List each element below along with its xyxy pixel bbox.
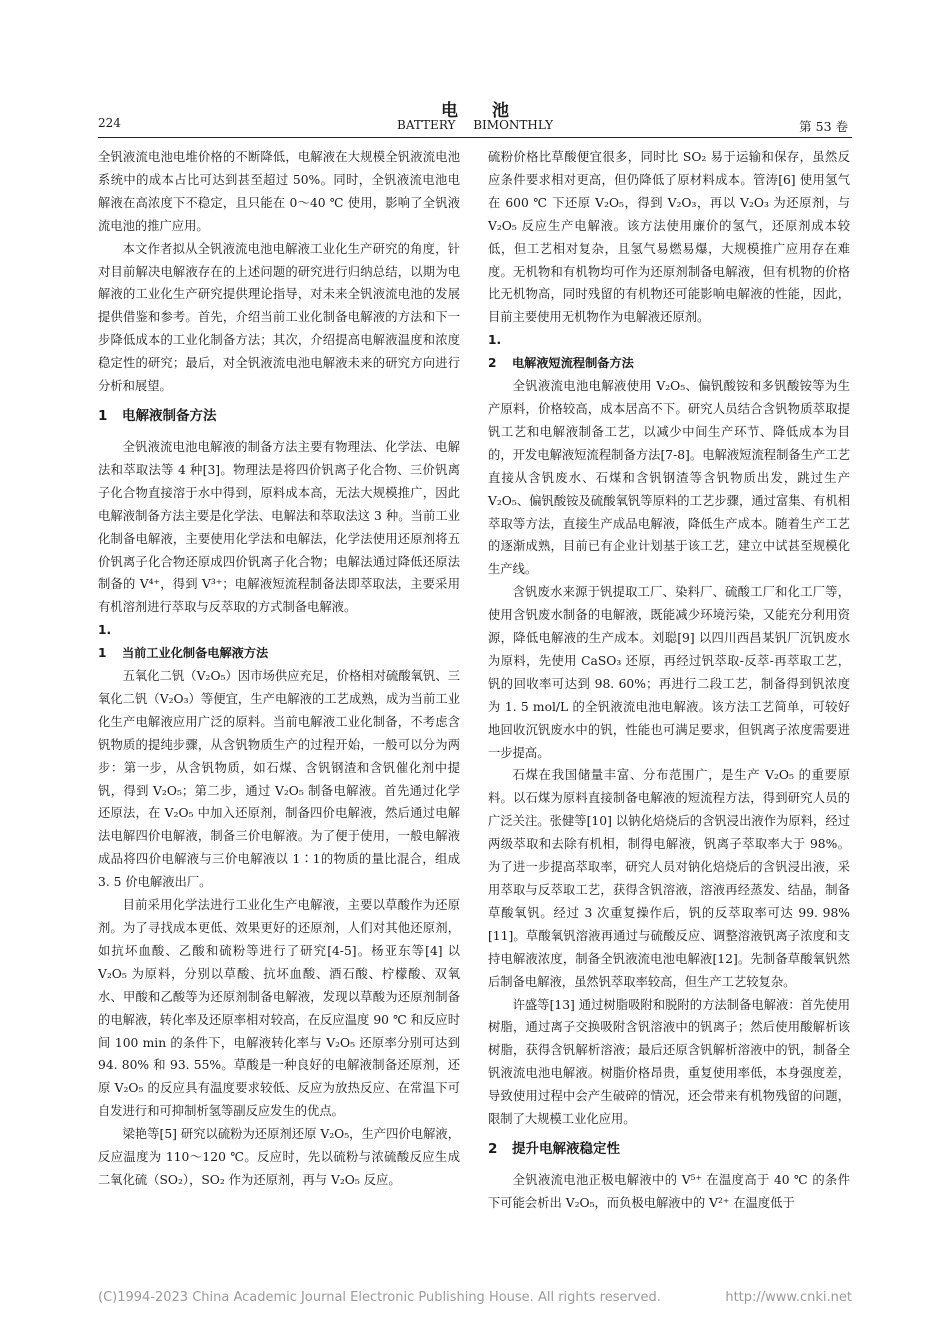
paragraph: 本文作者拟从全钒液流电池电解液工业化生产研究的角度，针对目前解决电解液存在的上述问题的研究进行归纳总结，以期为电解液的工业化生产研究提供理论指导，对未来全钒液流电池的发展提供借鉴和参考。首先，介绍当前工业化制备电解液的方法和下一步降低成本的工业化制备方法；其次，介绍提高电解液温度和浓度稳定性的研究；最后，对全钒液流电池电解液未来的研究方向进行分析和展望。 bbox=[98, 241, 460, 394]
footer-url[interactable]: http://www.cnki.net bbox=[725, 1290, 852, 1305]
paragraph: 全钒液流电池正极电解液中的 V⁵⁺ 在温度高于 40 ℃ 的条件下可能会析出 V₂O₅，而负极电解液中的 V²⁺ 在温度低于 bbox=[488, 1172, 850, 1210]
volume-label: 第 53 卷 bbox=[799, 119, 848, 134]
journal-title-en: BATTERY BIMONTHLY bbox=[397, 118, 553, 132]
copyright-text: (C)1994-2023 China Academic Journal Electronic Publishing House. All rights reserved. bbox=[98, 1290, 661, 1305]
paragraph: 全钒液流电池电堆价格的不断降低，电解液在大规模全钒液流电池系统中的成本占比可达到甚至超过 50%。同时，全钒液流电池电解液在高浓度下不稳定，且只能在 0～40 ℃ 使用，影响了全钒液流电池的推广应用。 bbox=[98, 150, 460, 233]
paragraph: 石煤在我国储量丰富、分布范围广，是生产 V₂O₅ 的重要原料。以石煤为原料直接制备电解液的短流程方法，得到研究人员的广泛关注。张健等[10] 以钠化焙烧后的含钒浸出液作为原料，经过两级萃取和去除有机相，制得电解液，钒离子萃取率大于 98%。为了进一步提高萃取率，研究人员对钠化焙烧后的含钒浸出液，采用萃取与反萃取工艺，获得含钒溶液，溶液再经蒸发、结晶，制备草酸氧钒。经过 3 次重复操作后，钒的反萃取率可达 99. 98%[11]。草酸氧钒溶液再通过与硫酸反应、调整溶液钒离子浓度和支持电解液浓度，制备全钒液流电池电解液[12]。先制备草酸氧钒然后制备电解液，虽然钒萃取率较高，但生产工艺较复杂。 bbox=[488, 768, 850, 989]
subsection-number: 1. 2 bbox=[488, 333, 502, 371]
subsection-title: 电解液短流程制备方法 bbox=[512, 356, 634, 371]
subsection-number: 1. 1 bbox=[98, 623, 112, 661]
paragraph: 全钒液流电池电解液使用 V₂O₅、偏钒酸铵和多钒酸铵等为生产原料，价格较高，成本居高不下。研究人员结合含钒物质萃取提钒工艺和电解液制备工艺，以减少中间生产环节、降低成本为目的，开发电解液短流程制备方法[7-8]。电解液短流程制备生产工艺直接从含钒废水、石煤和含钒钢渣等含钒物质出发，跳过生产 V₂O₅、偏钒酸铵及硫酸氧钒等原料的工艺步骤，通过富集、有机相萃取等方法，直接生产成品电解液，降低生产成本。随着生产工艺的逐渐成熟，目前已有企业计划基于该工艺，建立中试甚至规模化生产线。 bbox=[488, 379, 850, 577]
section-heading-2 bbox=[488, 1138, 850, 1160]
subsection-heading-1-1 bbox=[98, 619, 460, 665]
section-title: 提升电解液稳定性 bbox=[512, 1140, 620, 1157]
paragraph: 目前采用化学法进行工业化生产电解液，主要以草酸作为还原剂。为了寻找成本更低、效果更好的还原剂，人们对其他还原剂，如抗坏血酸、乙酸和硫粉等进行了研究[4-5]。杨亚东等[4] 以 V₂O₅ 为原料，分别以草酸、抗坏血酸、酒石酸、柠檬酸、双氧水、甲酸和乙酸等为还原剂制备电解液，发现以草酸为还原剂制备的电解液，转化率及还原率相对较高，在反应温度 90 ℃ 和反应时间 100 min 的条件下，电解液转化率与 V₂O₅ 还原率分别可达到 94. 80% 和 93. 55%。草酸是一种良好的电解液制备还原剂，还原 V₂O₅ 的反应具有温度要求较低、反应为放热反应、在常温下可自发进行和可抑制析氢等副反应发生的优点。 bbox=[98, 898, 460, 1119]
page-number: 224 bbox=[98, 116, 121, 130]
paragraph: 全钒液流电池电解液的制备方法主要有物理法、化学法、电解法和萃取法等 4 种[3]。物理法是将四价钒离子化合物、三价钒离子化合物直接溶于水中得到，原料成本高，无法大规模推广，因此电解液制备方法主要是化学法、电解法和萃取法这 3 种。当前工业化制备电解液，主要使用化学法和电解法，化学法使用还原剂将五价钒离子化合物还原成四价钒离子化合物；电解法通过降低还原法制备的 V⁴⁺，得到 V³⁺；电解液短流程制备法即萃取法，主要采用有机溶剂进行萃取与反萃取的方式制备电解液。 bbox=[98, 439, 460, 615]
subsection-heading-1-2 bbox=[488, 329, 850, 375]
journal-title: 电池 bbox=[441, 101, 543, 121]
paragraph: 硫粉价格比草酸便宜很多，同时比 SO₂ 易于运输和保存，虽然反应条件要求相对更高，但仍降低了原材料成本。管涛[6] 使用氢气在 600 ℃ 下还原 V₂O₅，得到 V₂O₃，再以 V₂O₃ 为还原剂，与 V₂O₅ 反应生产电解液。该方法使用廉价的氢气，还原剂成本较低，但工艺相对复杂，且氢气易燃易爆，大规模推广应用存在难度。无机物和有机物均可作为还原剂制备电解液，但有机物的价格比无机物高，同时残留的有机物还可能影响电解液的性能，因此，目前主要使用无机物作为电解液还原剂。 bbox=[488, 150, 850, 325]
section-number: 1 bbox=[98, 407, 108, 424]
section-heading-1 bbox=[98, 405, 460, 427]
paragraph: 五氧化二钒（V₂O₅）因市场供应充足，价格相对硫酸氧钒、三氧化二钒（V₂O₃）等便宜，生产电解液的工艺成熟，成为当前工业化生产电解液应用广泛的原料。当前电解液工业化制备，不考虑含钒物质的提纯步骤，从含钒物质生产的过程开始，一般可以分为两步：第一步，从含钒物质，如石煤、含钒钢渣和含钒催化剂中提钒，得到 V₂O₅；第二步，通过 V₂O₅ 制备电解液。首先通过化学还原法，在 V₂O₅ 中加入还原剂，制备四价电解液，然后通过电解法电解四价电解液，制备三价电解液。为了便于使用，一般电解液成品将四价电解液与三价电解液以 1∶1的物质的量比混合，组成 3. 5 价电解液出厂。 bbox=[98, 669, 460, 890]
paragraph: 梁艳等[5] 研究以硫粉为还原剂还原 V₂O₅，生产四价电解液，反应温度为 110～120 ℃。反应时，先以硫粉与浓硫酸反应生成二氧化硫（SO₂），SO₂ 作为还原剂，再与 V₂O₅ 反应。 bbox=[98, 1127, 460, 1187]
section-title: 电解液制备方法 bbox=[122, 407, 217, 424]
left-column bbox=[98, 146, 460, 1192]
section-number: 2 bbox=[488, 1140, 498, 1157]
header-rule bbox=[98, 137, 852, 138]
paragraph: 含钒废水来源于钒提取工厂、染料厂、硫酸工厂和化工厂等，使用含钒废水制备的电解液，既能减少环境污染，又能充分利用资源，降低电解液的生产成本。刘聪[9] 以四川西昌某钒厂沉钒废水为原料，先使用 CaSO₃ 还原，再经过钒萃取-反萃-再萃取工艺，钒的回收率可达到 98. 60%；再进行二段工艺，制备得到钒浓度为 1. 5 mol/L 的全钒液流电池电解液。该方法工艺简单，可较好地回收沉钒废水中的钒，性能也可满足要求，但钒离子浓度需要进一步提高。 bbox=[488, 585, 850, 760]
paragraph: 许盛等[13] 通过树脂吸附和脱附的方法制备电解液：首先使用树脂，通过离子交换吸附含钒溶液中的钒离子；然后使用酸解析该树脂，获得含钒解析溶液；最后还原含钒解析溶液中的钒，制备全钒液流电池电解液。树脂价格昂贵，重复使用率低，本身强度差，导致使用过程中会产生破碎的情况，还会带来有机物残留的问题，限制了大规模工业化应用。 bbox=[488, 997, 850, 1127]
subsection-title: 当前工业化制备电解液方法 bbox=[122, 646, 269, 661]
footer bbox=[98, 1290, 852, 1305]
right-column bbox=[488, 146, 850, 1215]
